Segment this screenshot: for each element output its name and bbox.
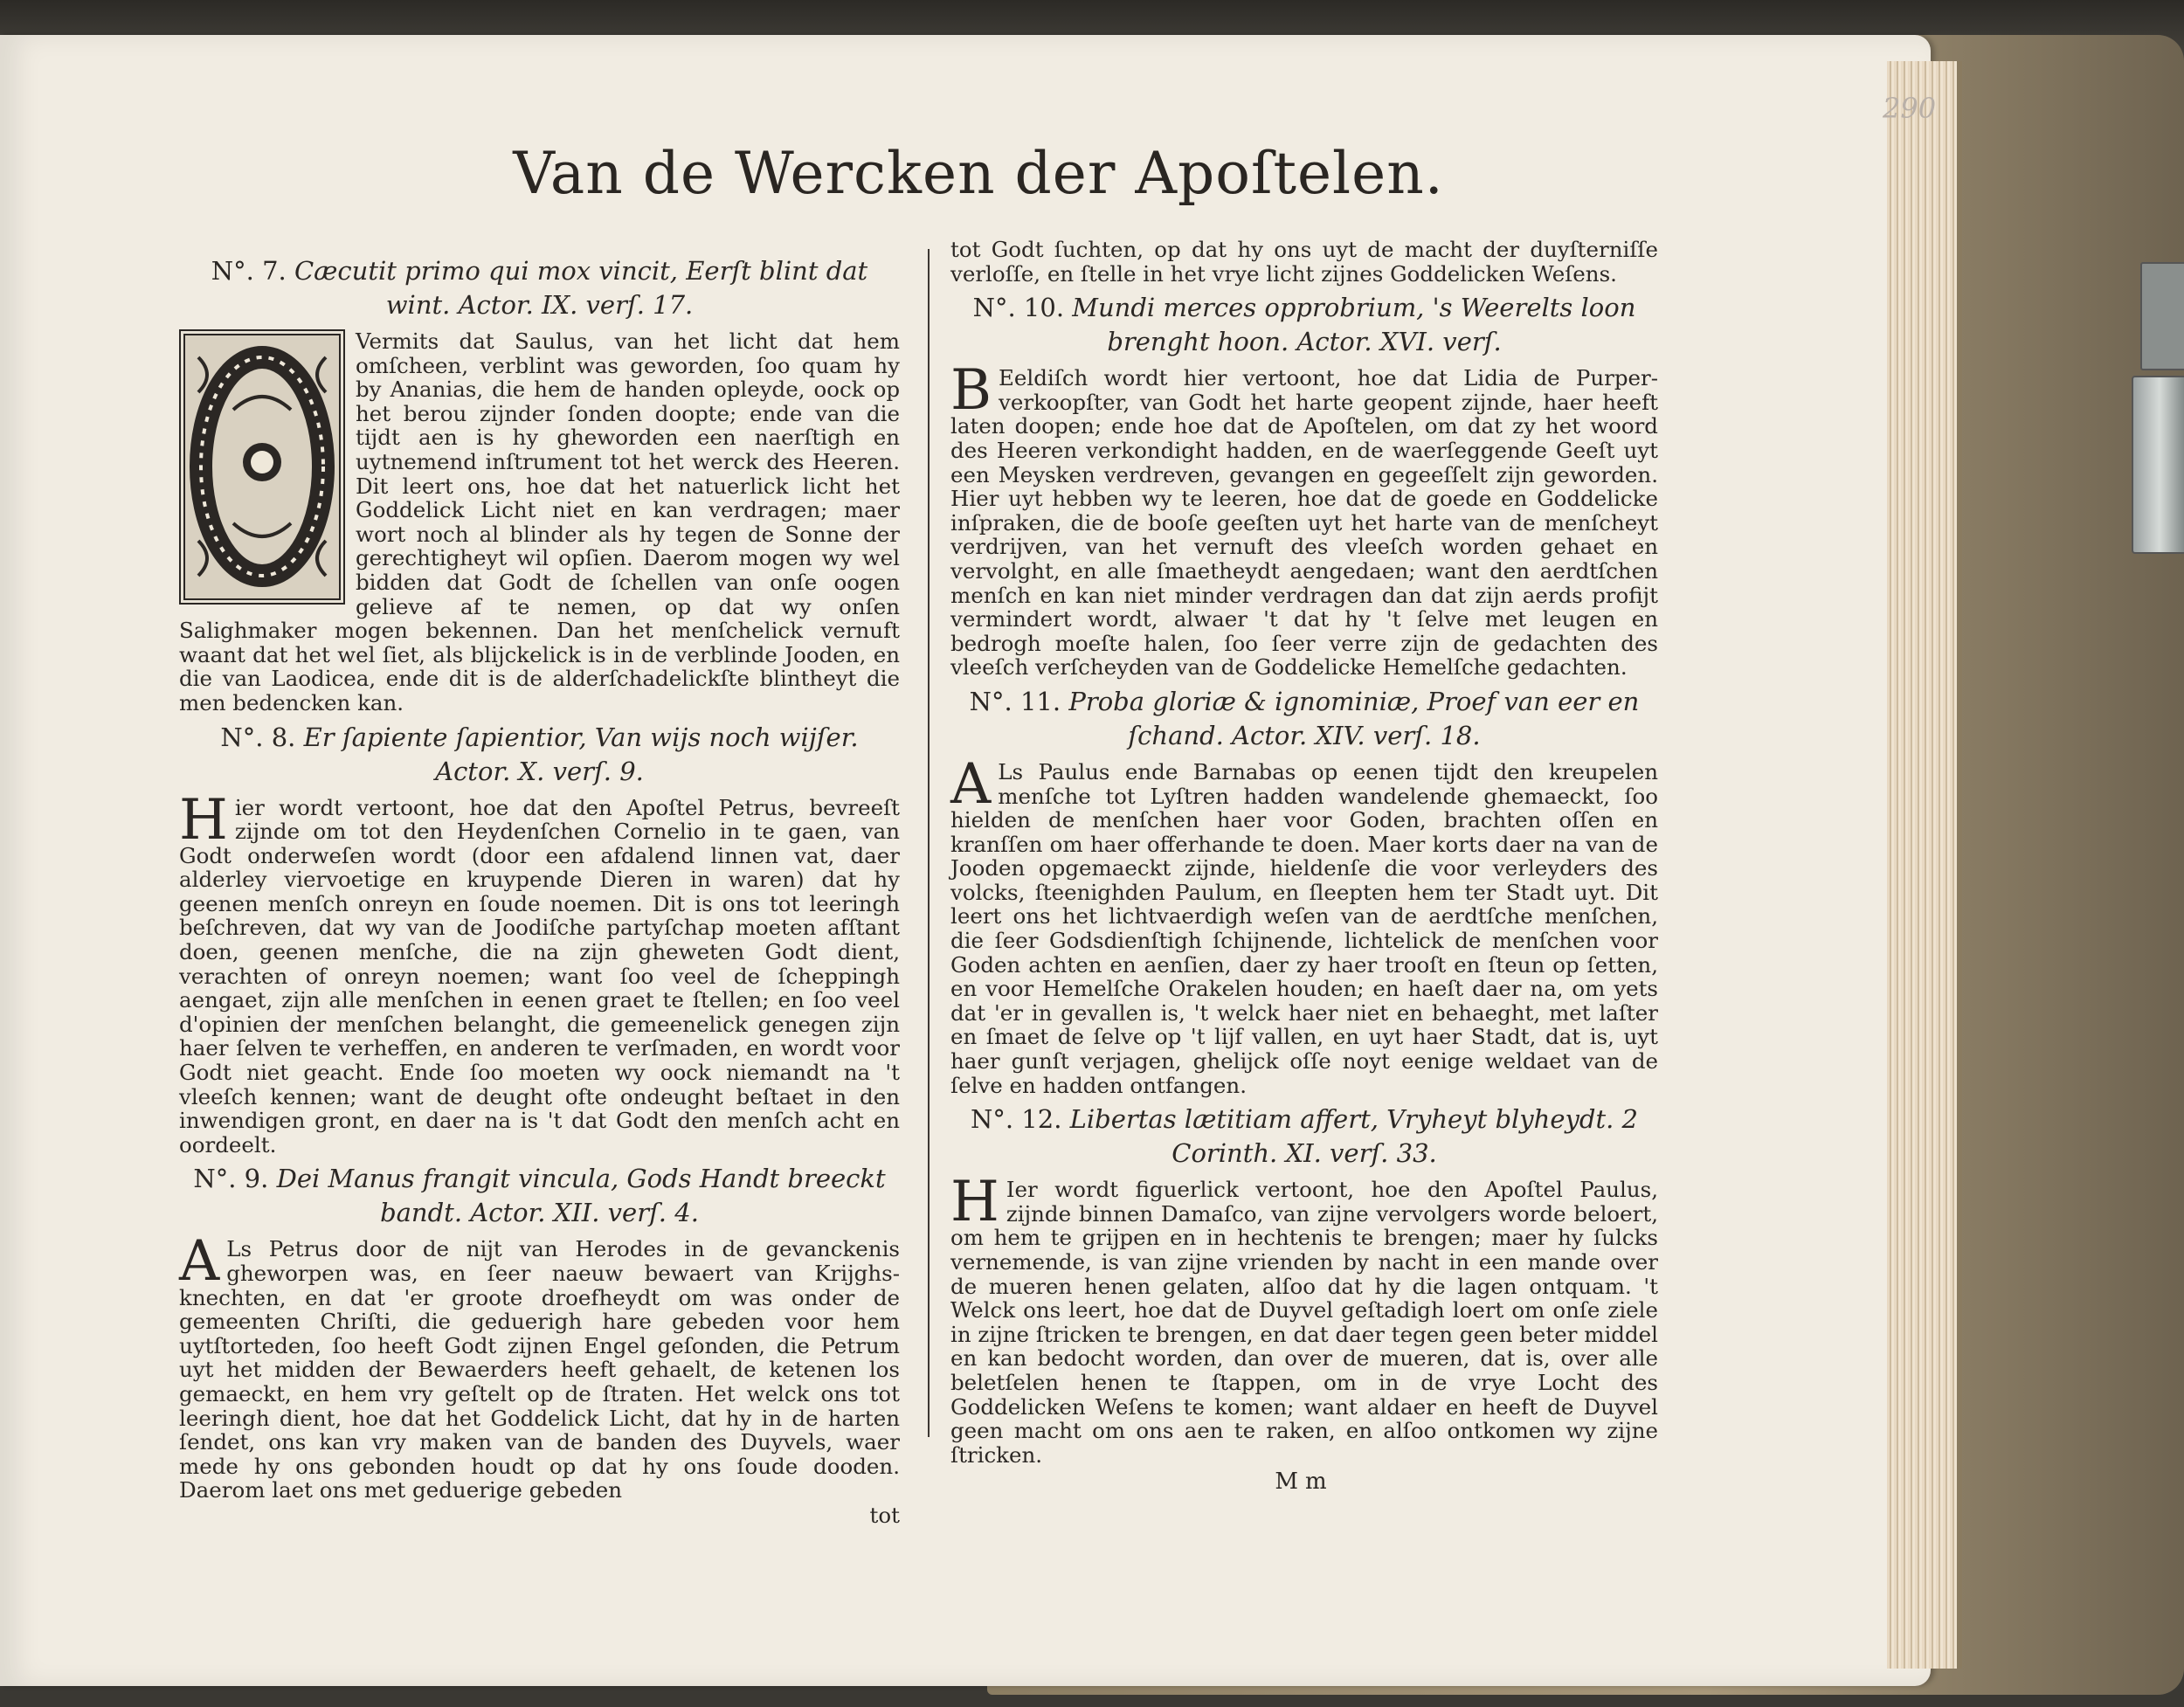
heading-number: N°. 10.: [972, 293, 1065, 323]
section-7-body: Vermits dat Saulus, van het licht dat hem omſcheen, verblint was geworden, ſoo quam hy by Ananias, die hem de handen opleyde, oock op het berou zijnder ſonden doopte; ende van die tijdt aen is hy gheworden een naerſtigh en uytnemend inſtrument tot het werck des Heeren. Dit leert ons, hoe dat het natuerlick licht het Goddelick Licht niet en kan verdragen; maer wort noch al blinder als hy tegen de Sonne der gerechtigheyt wil opſien. Daerom mogen wy wel bidden dat Godt de ſchellen van onſe oogen gelieve af te nemen, op dat wy onſen Salighmaker mogen bekennen. Dan het menſchelick vernuft waant dat het wel ſiet, als blijckelick is in de verblinde Jooden, en die van Laodicea, ende dit is de alderſchadelickſte blintheyt die men bedencken kan.: [179, 328, 900, 715]
section-10: [950, 358, 1658, 681]
drop-cap: B: [950, 358, 992, 424]
section-12: [950, 1170, 1658, 1468]
drop-cap: A: [950, 751, 992, 817]
ornamental-initial-o-icon: [181, 331, 343, 603]
section-12-body: Ier wordt figuerlick vertoont, hoe den Apoſtel Paulus, zijnde binnen Damaſco, van zijne vervolgers worde beloert, om hem te grijpen en in hechtenis te brengen; maer hy ſulcks vernemende, is van zijne vrienden by nacht in een mande over de mueren henen gelaten, alſoo dat hy die lagen ontquam. 't Welck ons leert, hoe dat de Duyvel geſtadigh loert om onſe ziele in zijne ſtricken te brengen, en dat daer tegen geen beter middel en kan bedocht worden, dan over de mueren, dat is, over alle beletſelen henen te ſtappen, om in de vrye Locht des Goddelicken Weſens te komen; want aldaer en heeft de Duyvel geen macht om ons aen te raken, en alſoo ontkomen wy zijne ſtricken.: [950, 1177, 1658, 1468]
heading-text: Cæcutit primo qui mox vincit, Eerſt blint dat wint. Actor. IX. verſ. 17.: [294, 256, 868, 320]
page-edges: [1887, 61, 1962, 1669]
section-8: [179, 787, 900, 1158]
heading-text: Mundi merces opprobrium, 's Weerelts loon brenght hoon. Actor. XVI. verſ.: [1072, 293, 1636, 357]
section-7: [179, 329, 900, 715]
section-11: [950, 751, 1658, 1098]
heading-text: Libertas lætitiam affert, Vryheyt blyheydt. 2 Corinth. XI. verſ. 33.: [1069, 1104, 1638, 1169]
heading-number: N°. 12.: [970, 1104, 1062, 1135]
drop-cap: H: [179, 787, 228, 853]
catchword: tot: [869, 1502, 900, 1528]
heading-text: Proba gloriæ & ignominiæ, Proef van eer en ſchand. Actor. XIV. verſ. 18.: [1068, 686, 1640, 750]
section-10-body: Eeldiſch wordt hier vertoont, hoe dat Lidia de Purper-verkoopſter, van Godt het harte geopent zijnde, haer heeft laten doopen; ende hoe dat de Apoſtelen, om dat zy het woord des Heeren verkondight hadden, en de waerſeggende Geeſt uyt een Meysken verdreven, gevangen en gegeeſſelt zijn geworden. Hier uyt hebben wy te leeren, hoe dat de goede en Goddelicke inſpraken, die de booſe geeſten uyt het harte van de menſcheyt verdrijven, van het vernuft des vleeſch worden gehaet en vervolght, en alle ſmaetheydt aengedaen; want den aerdtſchen menſch en kan niet minder verdragen dan dat zijn aerds profijt vermindert wordt, alwaer 't dat hy 't ſelve met leugen en bedrogh moeſte halen, ſoo ſeer verre zijn de gedachten des vleeſch verſcheyden van de Goddelicke Hemelſche gedachten.: [950, 365, 1658, 681]
ornamental-initial: [179, 329, 345, 605]
section-8-body: ier wordt vertoont, hoe dat den Apoſtel Petrus, bevreeſt zijnde om tot den Heydenſchen Cornelio in te gaen, van Godt onderweſen wordt (door een afdalend linnen vat, daer alderley viervoetige en kruypende Dieren in waren) dat hy geenen menſch onreyn en ſoude noemen. Dit is ons tot leeringh beſchreven, dat wy van de Joodiſche partyſchap moeten afſtant doen, geenen menſche, die na zijn gheweten Godt dient, verachten of onreyn noemen; want ſoo veel de ſcheppingh aengaet, zijn alle menſchen in eenen graet te ſtellen; en ſoo veel d'opinien der menſchen belanght, die gemeenelick genegen zijn haer ſelven te verheffen, en anderen te verſmaden, en wordt voor Godt niet geacht. Ende ſoo moeten wy oock niemandt na 't vleeſch kennen; want de deught ofte ondeught beſtaet in den inwendigen gront, en daer na is 't dat Godt den menſch acht en oordeelt.: [179, 794, 900, 1158]
section-9-body: Ls Petrus door de nijt van Herodes in de gevanckenis gheworpen was, en ſeer naeuw bewaert van Krijghs-knechten, en dat 'er groote droefheydt om was onder de gemeenten Chriſti, die geduerigh hare gebeden voor hem uytſtorteden, ſoo heeft Godt zijnen Engel geſonden, die Petrum uyt het midden der Bewaerders heeft gehaelt, de ketenen los gemaeckt, en hem vry geſtelt op de ſtraten. Het welck ons tot leeringh dient, hoe dat het Goddelick Licht, dat hy in de harten ſendet, ons kan vry maken van de banden des Duyvels, waer mede hy ons gebonden houdt op dat hy ons ſoude dooden. Daerom laet ons met geduerige gebeden: [179, 1236, 900, 1503]
heading-text: Er ſapiente ſapientior, Van wijs noch wijſer. Actor. X. verſ. 9.: [303, 722, 859, 786]
continuation-text: tot Godt ſuchten, op dat hy ons uyt de macht der duyſterniſſe verloſſe, en ſtelle in het vrye licht zijnes Goddelicken Weſens.: [950, 237, 1658, 287]
drop-cap: H: [950, 1170, 999, 1235]
heading-section-10: [950, 291, 1658, 359]
clasp-lower: [2132, 376, 2184, 554]
heading-number: N°. 8.: [220, 722, 296, 752]
heading-section-12: [950, 1102, 1658, 1171]
section-11-body: Ls Paulus ende Barnabas op eenen tijdt den kreupelen menſche tot Lyſtren hadden wandelende ghemaeckt, ſoo hielden de menſchen haer voor Goden, brachten oſſen en kranſſen om haer offerhande te doen. Maer korts daer na van de Jooden opgemaeckt zijnde, hieldenſe die voor verleyders des volcks, ſteenighden Paulum, en ſleepten hem ter Stadt uyt. Dit leert ons het lichtvaerdigh weſen van de aerdtſche menſchen, die ſeer Godsdienſtigh ſchijnende, lichtelick de menſchen voor Goden achten en aenſien, daer zy haer trooſt en ſteun op ſetten, en voor Hemelſche Orakelen houden; en haeſt daer na, om yets dat 'er in gevallen is, 't welck haer niet en behaeght, met laſter en ſmaet de ſelve op 't lijf vallen, en uyt haer Stadt, dat is, uyt haer gunſt verjagen, ghelijck oſſe noyt eenige weldaet van de ſelve en hadden ontfangen.: [950, 758, 1658, 1098]
left-column: [179, 249, 900, 1528]
drop-cap: A: [179, 1229, 220, 1295]
heading-number: N°. 11.: [969, 686, 1061, 716]
heading-section-9: [179, 1162, 900, 1230]
heading-number: N°. 7.: [211, 256, 287, 286]
clasp-upper: [2140, 262, 2184, 370]
heading-text: Dei Manus frangit vincula, Gods Handt breeckt bandt. Actor. XII. verſ. 4.: [276, 1164, 886, 1228]
signature-mark: Mm: [1275, 1469, 1334, 1496]
section-9: [179, 1229, 900, 1503]
heading-section-11: [950, 685, 1658, 753]
column-divider: [928, 249, 930, 1437]
page-number: 290: [1883, 92, 1937, 125]
heading-section-8: [179, 721, 900, 789]
heading-section-7: [179, 254, 900, 322]
page-title: Van de Wercken der Apoſtelen.: [513, 140, 1444, 207]
right-column: [950, 238, 1658, 1495]
heading-number: N°. 9.: [193, 1164, 269, 1194]
